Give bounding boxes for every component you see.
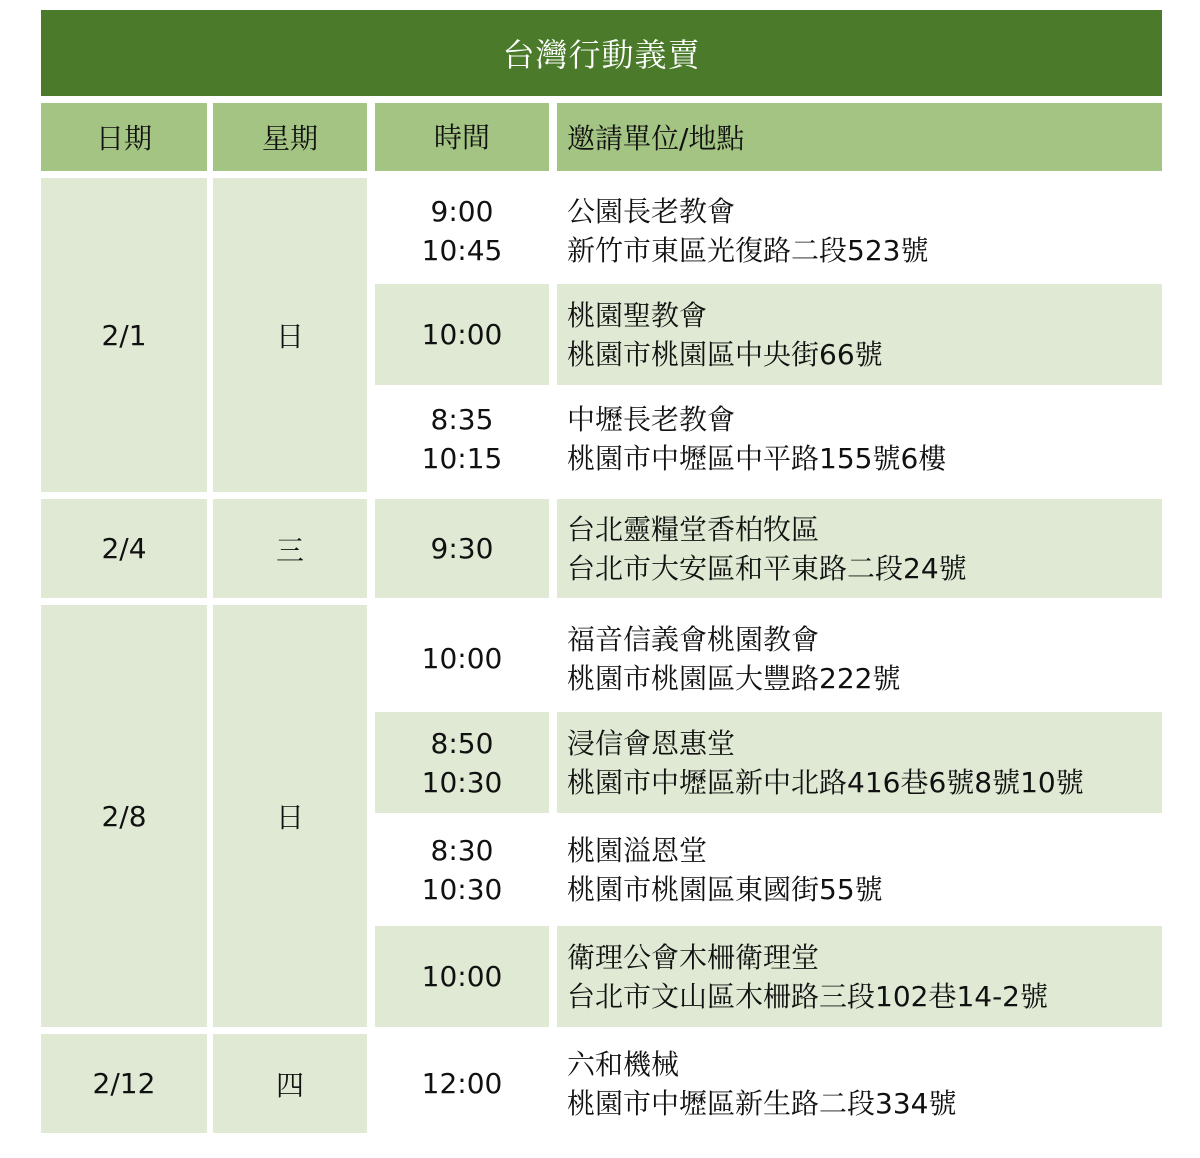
weekday-cell: 三 (213, 499, 367, 598)
time-cell (375, 813, 549, 926)
start-time: 10:00 (421, 642, 503, 675)
venue-name: 桃園溢恩堂 (567, 833, 708, 867)
time-cell (375, 605, 549, 712)
venue-address: 新竹市東區光復路二段523號 (567, 234, 929, 267)
end-time: 10:30 (421, 872, 503, 906)
venue-address: 桃園市桃園區大豐路222號 (567, 661, 901, 695)
venue-cell (557, 385, 1162, 492)
venue-address: 台北市文山區木柵路三段102巷14-2號 (567, 979, 1048, 1013)
start-time: 10:00 (421, 960, 503, 993)
date-cell: 2/4 (41, 499, 207, 598)
date-cell: 2/8 (41, 605, 207, 1027)
start-time: 8:35 (430, 402, 494, 436)
venue-cell (557, 926, 1162, 1027)
venue-cell (557, 1034, 1162, 1133)
venue-address: 桃園市中壢區新生路二段334號 (567, 1086, 957, 1120)
venue-name: 六和機械 (567, 1047, 680, 1081)
venue-cell (557, 605, 1162, 712)
time-cell (375, 178, 549, 284)
venue-address: 桃園市中壢區中平路155號6樓 (567, 441, 947, 475)
venue-address: 台北市大安區和平東路二段24號 (567, 551, 967, 585)
venue-name: 台北靈糧堂香柏牧區 (567, 512, 820, 546)
date-cell: 2/1 (41, 178, 207, 492)
venue-name: 桃園聖教會 (567, 298, 708, 332)
header-time: 時間 (375, 103, 549, 171)
venue-cell (557, 712, 1162, 813)
venue-cell (557, 813, 1162, 926)
venue-name: 公園長老教會 (567, 195, 736, 228)
start-time: 8:50 (430, 726, 494, 760)
time-cell (375, 284, 549, 385)
time-cell (375, 499, 549, 598)
time-cell (375, 712, 549, 813)
venue-name: 福音信義會桃園教會 (567, 622, 820, 656)
start-time: 9:30 (430, 532, 494, 565)
weekday-cell: 日 (213, 178, 367, 492)
header-weekday: 星期 (213, 103, 367, 171)
time-cell (375, 385, 549, 492)
venue-name: 中壢長老教會 (567, 402, 736, 436)
date-cell: 2/12 (41, 1034, 207, 1133)
start-time: 9:00 (430, 195, 494, 228)
venue-name: 衛理公會木柵衛理堂 (567, 940, 820, 974)
end-time: 10:45 (421, 234, 503, 267)
venue-address: 桃園市中壢區新中北路416巷6號8號10號 (567, 765, 1084, 799)
end-time: 10:15 (421, 441, 503, 475)
weekday-cell: 日 (213, 605, 367, 1027)
venue-cell (557, 178, 1162, 284)
venue-address: 桃園市桃園區東國街55號 (567, 872, 883, 906)
table-title: 台灣行動義賣 (41, 10, 1162, 96)
venue-cell (557, 284, 1162, 385)
end-time: 10:30 (421, 765, 503, 799)
start-time: 10:00 (421, 318, 503, 351)
header-date: 日期 (41, 103, 207, 171)
weekday-cell: 四 (213, 1034, 367, 1133)
header-venue: 邀請單位/地點 (557, 103, 1162, 171)
venue-name: 浸信會恩惠堂 (567, 726, 736, 760)
time-cell (375, 1034, 549, 1133)
time-cell (375, 926, 549, 1027)
venue-cell (557, 499, 1162, 598)
start-time: 8:30 (430, 833, 494, 867)
venue-address: 桃園市桃園區中央街66號 (567, 337, 883, 371)
start-time: 12:00 (421, 1067, 503, 1100)
